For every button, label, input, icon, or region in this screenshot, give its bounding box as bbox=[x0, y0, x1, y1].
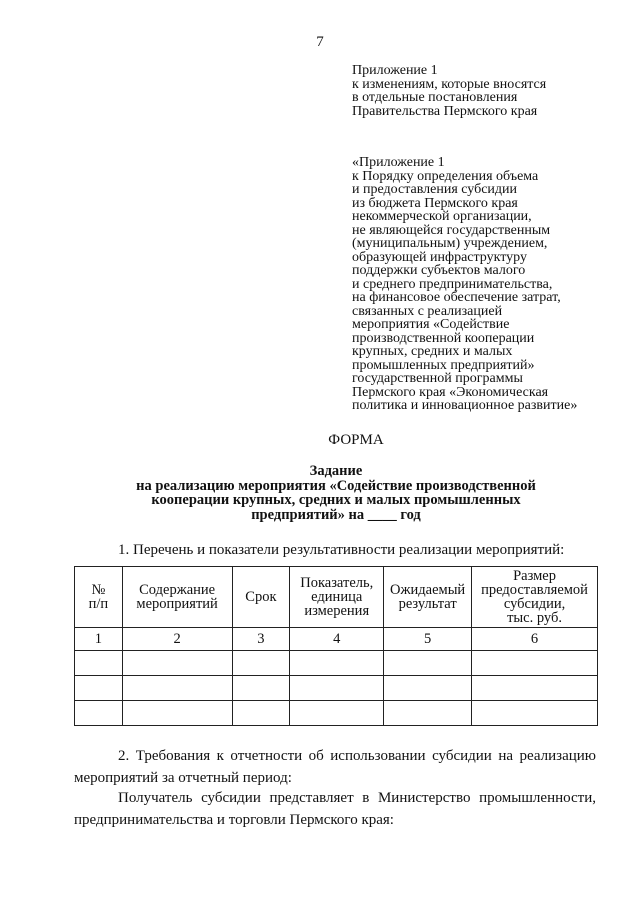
table-cell bbox=[472, 651, 598, 676]
header-text: Показатель, bbox=[300, 575, 374, 591]
appendix-main-line: (муниципальным) учреждением, bbox=[352, 236, 548, 251]
table-cell bbox=[290, 701, 384, 726]
table-cell: 3 bbox=[232, 628, 290, 651]
table-cell bbox=[232, 701, 290, 726]
table-cell bbox=[472, 676, 598, 701]
header-term bbox=[232, 567, 290, 628]
header-content bbox=[122, 567, 232, 628]
paragraph-reporting-requirements bbox=[74, 745, 596, 789]
table-cell bbox=[290, 651, 384, 676]
header-text: Содержание bbox=[139, 582, 216, 598]
task-heading bbox=[86, 464, 586, 522]
appendix-main-line: Пермского края «Экономическая bbox=[352, 384, 549, 400]
appendix-main-line: крупных, средних и малых bbox=[352, 344, 513, 359]
table-cell bbox=[122, 676, 232, 701]
paragraph-text: 2. Требования к отчетности об использовании субсидии на реализацию мероприятий за отчетный период: bbox=[74, 748, 596, 786]
table-cell bbox=[232, 651, 290, 676]
table-cell bbox=[384, 651, 472, 676]
table-cell bbox=[75, 701, 123, 726]
header-text: результат bbox=[398, 596, 457, 612]
appendix-top-line: Правительства Пермского края bbox=[352, 103, 538, 119]
table-numbering-row bbox=[75, 628, 598, 651]
table-row bbox=[75, 651, 598, 676]
appendix-main-line: промышленных предприятий» bbox=[352, 357, 535, 373]
header-text: Ожидаемый bbox=[390, 582, 466, 598]
header-text: Размер bbox=[513, 568, 556, 584]
form-label: ФОРМА bbox=[328, 432, 384, 448]
header-indicator bbox=[290, 567, 384, 628]
page-number: 7 bbox=[316, 34, 324, 50]
table-cell bbox=[472, 701, 598, 726]
appendix-top-line: к изменениям, которые вносятся bbox=[352, 76, 547, 92]
table-cell bbox=[75, 676, 123, 701]
appendix-main-line: политика и инновационное развитие» bbox=[352, 398, 578, 413]
table-cell bbox=[384, 676, 472, 701]
task-heading-line: Задание bbox=[309, 463, 363, 479]
appendix-main-line: «Приложение 1 bbox=[352, 155, 445, 170]
appendix-main-block bbox=[352, 156, 577, 413]
appendix-top-line: Приложение 1 bbox=[352, 63, 438, 78]
appendix-main-line: образующей инфраструктуру bbox=[352, 249, 527, 265]
header-text: субсидии, bbox=[503, 596, 566, 612]
appendix-main-line: связанных с реализацией bbox=[352, 303, 503, 319]
table-cell bbox=[75, 651, 123, 676]
appendix-top-block bbox=[352, 64, 546, 118]
appendix-main-line: и среднего предпринимательства, bbox=[352, 276, 553, 292]
header-text: измерения bbox=[304, 603, 370, 619]
measures-table bbox=[74, 566, 598, 726]
appendix-main-line: не являющейся государственным bbox=[352, 222, 551, 238]
table-row bbox=[75, 676, 598, 701]
table-cell bbox=[232, 676, 290, 701]
table-cell bbox=[384, 701, 472, 726]
header-text: п/п bbox=[88, 596, 109, 612]
appendix-main-line: поддержки субъектов малого bbox=[352, 263, 526, 278]
table-header-row bbox=[75, 567, 598, 628]
header-text: предоставляемой bbox=[481, 582, 588, 598]
header-text: Срок bbox=[245, 589, 277, 605]
header-text: единица bbox=[311, 589, 363, 605]
table-cell: 2 bbox=[122, 628, 232, 651]
appendix-main-line: мероприятия «Содействие bbox=[352, 317, 510, 332]
table-cell: 6 bbox=[472, 628, 598, 651]
appendix-main-line: некоммерческой организации, bbox=[352, 209, 532, 224]
appendix-main-line: на финансовое обеспечение затрат, bbox=[352, 290, 561, 305]
appendix-main-line: из бюджета Пермского края bbox=[352, 195, 518, 211]
header-text: мероприятий bbox=[136, 596, 218, 612]
header-text: № bbox=[91, 582, 106, 598]
paragraph-recipient bbox=[74, 787, 596, 831]
appendix-main-line: государственной программы bbox=[352, 371, 523, 386]
header-expected-result bbox=[384, 567, 472, 628]
header-text: тыс. руб. bbox=[507, 610, 562, 626]
section-1-title: 1. Перечень и показатели результативности реализации мероприятий: bbox=[118, 542, 565, 558]
header-subsidy-amount bbox=[472, 567, 598, 628]
appendix-main-line: производственной кооперации bbox=[352, 330, 535, 346]
header-number bbox=[75, 567, 123, 628]
table-cell: 5 bbox=[384, 628, 472, 651]
table-cell bbox=[122, 701, 232, 726]
table-cell: 4 bbox=[290, 628, 384, 651]
appendix-main-line: к Порядку определения объема bbox=[352, 168, 539, 184]
table-cell bbox=[122, 651, 232, 676]
table-cell bbox=[290, 676, 384, 701]
task-heading-line: на реализацию мероприятия «Содействие производственной bbox=[136, 477, 536, 494]
table-row bbox=[75, 701, 598, 726]
appendix-main-line: и предоставления субсидии bbox=[352, 182, 518, 197]
table-cell: 1 bbox=[75, 628, 123, 651]
paragraph-text: Получатель субсидии представляет в Министерство промышленности, предпринимательства и торговли Пермского края: bbox=[74, 790, 596, 828]
task-heading-line: кооперации крупных, средних и малых промышленных bbox=[151, 492, 521, 508]
task-heading-line: предприятий» на ____ год bbox=[251, 506, 421, 523]
appendix-top-line: в отдельные постановления bbox=[352, 90, 518, 105]
